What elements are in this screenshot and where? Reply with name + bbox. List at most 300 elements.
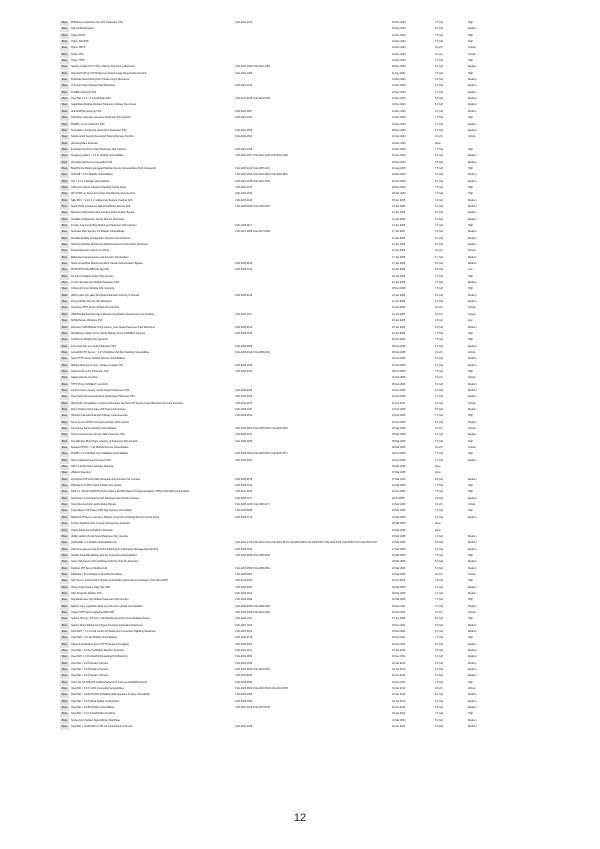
publication-date: 13 Jan 2005 [392, 224, 406, 227]
severity-label: Medium [468, 204, 477, 208]
plugin-name: Waraba slide Server story_storage template XSS [71, 363, 123, 367]
severity-label: High [468, 71, 473, 75]
status-badge: Pass [61, 217, 68, 221]
cvss-score: 4.3 (v2) [435, 693, 444, 697]
cvss-score: 5.0 (v2) [435, 642, 444, 646]
severity-label: High [468, 484, 473, 488]
plugin-name: Sigmatrad index.php Multiple Parameter SQL Injection [71, 598, 129, 602]
plugin-name: OpenSSL < 0.9.6 Denial of Service [71, 674, 109, 678]
cvss-score: 5.0 (v2) [435, 382, 444, 386]
publication-date: 22 Mar 2005 [392, 572, 406, 576]
plugin-name: RDA 4.1 < Berlin SOHM B (Source Pattern SUSP2) Space Privilege Escalation (HPSA-0316-0801) Vulnerability [71, 490, 190, 494]
plugin-name: phiterline trial admintrial.php Arbitrary Code Execution [71, 414, 129, 418]
status-badge: Pass [61, 446, 68, 450]
status-badge: Pass [61, 141, 68, 145]
cvss-score: 10 (v2) [435, 376, 443, 380]
status-badge: Pass [61, 376, 68, 380]
status-badge: Pass [61, 668, 68, 672]
status-badge: Pass [61, 268, 68, 272]
status-badge: Pass [61, 528, 68, 532]
publication-date: 13 Dec 2004 [392, 103, 406, 107]
cve-list: CVE-2005-1128,CVE-1999-0271 [235, 503, 270, 507]
status-badge: Pass [61, 369, 68, 373]
plugin-name: NFV Server: Authentication Bypass Vulnerability python Remote Manager (JGC-LDG-0903) [71, 579, 168, 583]
status-badge: Pass [61, 452, 68, 456]
cvss-score: 10 (v2) [435, 446, 443, 450]
severity-label: Medium [468, 566, 477, 570]
publication-date: 22 Nov 2016 [392, 680, 406, 684]
status-badge: Pass [61, 21, 68, 24]
cvss-score: 10 (v2) [435, 350, 443, 354]
cvss-score: 7.5 (v2) [435, 598, 444, 602]
cvss-score: 10 (v2) [435, 503, 443, 507]
cve-list: CVE-2004-1653 [235, 655, 253, 659]
publication-date: 05 Jan 2005 [392, 198, 406, 202]
vulnerability-table [60, 20, 600, 731]
cve-list: CVE-2004-1222 [235, 84, 253, 88]
severity-label: Critical [468, 503, 476, 507]
severity-label: High [468, 439, 473, 443]
cve-list: CVE-2005-0314 [235, 268, 253, 272]
severity-label: Medium [468, 78, 477, 82]
cvss-score: 6.4 (v2) [435, 154, 444, 158]
status-badge: Pass [61, 522, 68, 526]
cvss-score: 7.2 (v2) [435, 636, 444, 640]
plugin-name: Serendipity compat.php searchTerm Parameter XSS [71, 128, 127, 132]
publication-date: 08 Mar 2005 [392, 433, 406, 437]
severity-label: Low [468, 319, 473, 323]
publication-date: 16 Feb 2005 [392, 414, 406, 418]
status-badge: Pass [61, 687, 68, 691]
publication-date: 22 Mar 2005 [392, 566, 406, 570]
cvss-score: 4.3 (v2) [435, 363, 444, 367]
severity-label: Critical [468, 52, 476, 56]
cvss-score: 7.5 (v2) [435, 287, 444, 291]
cvss-score: 5.0 (v2) [435, 407, 444, 411]
cve-list: CVE-2005-0418,CVE-2005-0419 [235, 350, 270, 354]
status-badge: Pass [61, 185, 68, 189]
plugin-name: IT-Kernel Policy Manager Path Disclosure [71, 84, 116, 88]
status-badge: Pass [61, 655, 68, 659]
severity-label: Medium [468, 515, 477, 519]
cvss-score: 5.0 (v2) [435, 65, 444, 69]
cvss-score: 7.5 (v2) [435, 338, 444, 342]
cve-list: CVE-2002-0738 [235, 636, 253, 640]
publication-date: 15 Mar 2005 [392, 541, 406, 545]
severity-label: Medium [468, 173, 477, 177]
publication-date: 04 Jan 2012 [392, 649, 406, 653]
severity-label: Medium [468, 496, 477, 500]
cve-list: CVE-2005-0365 [235, 344, 253, 348]
status-badge: Pass [61, 198, 68, 202]
publication-date: 13 Dec 2004 [392, 84, 406, 88]
plugin-name: Discusser CMS Multiple Script pathrun_ruse variant Parameter Path Disclosure [71, 325, 155, 329]
cvss-score: 5.0 (v2) [435, 243, 444, 247]
severity-label: High [468, 59, 473, 63]
severity-label: Critical [468, 312, 476, 316]
plugin-name: Oracle Portal Server/Platform Detection [71, 528, 113, 532]
publication-date: 09 Jan 2004 [392, 338, 406, 342]
publication-date: 04 Jan 2012 [392, 674, 406, 678]
plugin-name: SSL Certificate Expiry [71, 27, 95, 31]
status-badge: Pass [61, 40, 68, 44]
publication-date: 17 Jan 2005 [392, 255, 406, 259]
publication-date: 28 Feb 2005 [392, 458, 406, 462]
publication-date: 24 Jan 2005 [392, 312, 406, 316]
status-badge: Pass [61, 192, 68, 196]
severity-label: Medium [468, 407, 477, 411]
cvss-score: 6.8 (v2) [435, 496, 444, 500]
publication-date: 16 Feb 2005 [392, 388, 406, 392]
status-badge: Pass [61, 407, 68, 411]
status-badge: Pass [61, 630, 68, 633]
status-badge: Pass [61, 166, 68, 170]
severity-label: High [468, 598, 473, 602]
cve-list: CVE-2004-1719,CVE-2004-1721,CVE-2004-1872,CVE-2005-0335,CVE-2005-0337,CVE-2005-0723,CVE-2005-0724,CVE-2005-0726 [235, 541, 377, 545]
severity-label: Medium [468, 534, 477, 538]
severity-label: Medium [468, 661, 477, 665]
publication-date: 13 Jan 2005 [392, 211, 406, 215]
plugin-name: WebWasher Classic Server Mode Arbitrary Proxy CONNECT Request [71, 331, 146, 335]
plugin-name: phPIG index.php gallerThumbnail Parameter Directory Traversal [71, 293, 140, 297]
severity-label: Medium [468, 706, 477, 710]
cve-list: CVE-2006-4339 [235, 693, 253, 697]
cvss-score: 5.0 (v2) [435, 103, 444, 107]
plugin-name: Kerio login ban ace.config Parameter XSS [71, 344, 116, 348]
severity-label: Medium [468, 65, 477, 69]
cve-list: CVE-2005-7137 [235, 496, 253, 500]
cve-list: CVE-2005-0443 [235, 369, 253, 373]
cve-list: CVE-2005-0845,CVE-2005-0846 [235, 553, 270, 557]
plugin-name: ArGoSoft Mail Server Unspecified XSS [71, 160, 113, 164]
status-badge: Pass [61, 649, 68, 653]
status-badge: Pass [61, 249, 68, 253]
plugin-name: WU-FTPD ssl_filecount Function File Matching Remote DoS [71, 192, 135, 196]
plugin-name: CA License Service Multiple Vulnerabilities [71, 427, 117, 430]
publication-date: 13 Jan 2005 [392, 217, 406, 221]
publication-date: 28 Dec 2004 [392, 185, 406, 189]
publication-date: 01 Dec 2011 [392, 655, 406, 659]
status-badge: Pass [61, 236, 68, 240]
cvss-score: 10 (v2) [435, 306, 443, 310]
cve-list: CVE-2005-0445 [235, 395, 253, 399]
plugin-name: socCommerce content_us.php skinpro Parameter XSS [71, 388, 130, 392]
publication-date: 31 Jan 2005 [392, 331, 406, 335]
cve-list: CVE-2002-1568 [235, 661, 253, 665]
cvss-score: 7.8 (v2) [435, 71, 444, 75]
cve-list: CVE-2005-0581,CVE-2005-0582,CVE-2005-0583 [235, 427, 288, 430]
status-badge: Pass [61, 243, 68, 247]
plugin-name: Nagios Remote Overflow [71, 376, 98, 380]
severity-label: Medium [468, 198, 477, 202]
publication-date: 07 Jun 2006 [392, 617, 406, 621]
status-badge: Pass [61, 699, 68, 703]
cve-list: CVE-2002-6659 [235, 674, 253, 678]
plugin-name: Hydra: HTTP [71, 59, 85, 63]
publication-date: 04 Jan 2012 [392, 699, 406, 703]
publication-date: 08 Mar 2005 [392, 446, 406, 450]
cvss-score: 7.5 (v2) [435, 553, 444, 557]
plugin-name: SugarSales Multiple Modules Parameter Arbitrary File Access [71, 103, 137, 107]
plugin-name: OpenSSH < 7.2.3 Local Local TCP Redirection Connection Hijacking Weakness [71, 630, 156, 633]
plugin-name: Elaborated resourcesource.asp directory Site Redirect [71, 255, 129, 259]
severity-label: Medium [468, 344, 477, 348]
severity-label: High [468, 712, 473, 716]
publication-date: 22 Mar 2005 [392, 553, 406, 557]
plugin-name: OpenSSL < 0.9.6f Multiple Vulnerabilities [71, 706, 115, 710]
cvss-score: 7.5 (v2) [435, 439, 444, 443]
cve-list: CVE-2005-0678 [235, 477, 253, 481]
severity-label: Medium [468, 109, 477, 113]
plugin-name: Hydra: SMTP [71, 46, 86, 50]
status-badge: Pass [61, 401, 68, 405]
publication-date: 10 Mar 2005 [392, 503, 406, 507]
publication-date: 07 Mar 2005 [392, 477, 406, 481]
cve-list: CVE-2004-1538,CVE-2004-1539 [235, 179, 270, 183]
plugin-name: NetWin SurgeMail Multiple Remote Unspecified Vulnerabilities [71, 553, 137, 557]
plugin-name: pfallico pallico.php Anchored Parameter SQL Injection [71, 534, 129, 538]
cvss-score: 5.0 (v2) [435, 300, 444, 304]
severity-label: High [468, 617, 473, 621]
cvss-score: 7.5 (v2) [435, 185, 444, 189]
severity-label: Medium [468, 541, 477, 545]
status-badge: Pass [61, 439, 68, 443]
plugin-name: Novell GroupWise WebAccess Webchooserecord Information Disclosure [71, 243, 148, 247]
plugin-name: vBulletin Detection [71, 471, 91, 475]
status-badge: Pass [61, 674, 68, 678]
cvss-score: 5.0 (v2) [435, 661, 444, 665]
cvss-score: 10 (v2) [435, 46, 443, 50]
status-badge: Pass [61, 147, 68, 151]
cvss-score: 5.0 (v2) [435, 668, 444, 672]
publication-date: 20 Dec 2004 [392, 173, 406, 177]
publication-date: 01 Dec 2004 [392, 33, 406, 37]
cvss-score: 4.9 (v2) [435, 725, 444, 729]
plugin-name: NetsMail Multiple Configuration Files Remote Disclosure [71, 236, 131, 240]
plugin-name: SEE, BFC < 9.4.0.4_2 ndaha Array Remote Overflow DoS [71, 198, 133, 202]
severity-label: Critical [468, 427, 476, 430]
plugin-name: FilerDeo FTP Server Multiple DoS [71, 566, 108, 570]
cvss-score: 6.4 (v2) [435, 655, 444, 659]
status-badge: Pass [61, 547, 68, 551]
publication-date: 13 Mar 2004 [392, 718, 406, 722]
cvss-score: 5.0 (v2) [435, 198, 444, 202]
status-badge: Pass [61, 274, 68, 278]
plugin-name: Invision Community Blog Module led Parameter SQL Injection [71, 224, 137, 227]
status-badge: Pass [61, 477, 68, 481]
publication-date: 25 Jan 2005 [392, 325, 406, 329]
status-badge: Pass [61, 591, 68, 595]
cvss-score: 7.5 (v2) [435, 147, 444, 151]
plugin-name: Cisco Wir OS DHCPv6 Crafted Packet DoS (cisco-sa-20161005-dhcp2) [71, 680, 147, 684]
severity-label: Medium [468, 103, 477, 107]
publication-date: 18 Jan 2005 [392, 268, 406, 272]
cve-list: CVE-2004-2525 [235, 128, 253, 132]
cvss-score: 7.5 (v2) [435, 331, 444, 335]
cvss-score: 7.5 (v2) [435, 490, 444, 494]
plugin-name: SSI Pro Subscription Software Detection [71, 465, 114, 469]
cve-list: CVE-2019-9020 [235, 579, 253, 583]
cve-list: CVE-2005-2212,CVE-2005-2214 [235, 166, 270, 170]
status-badge: Pass [61, 496, 68, 500]
publication-date: 30 Mar 2005 [392, 598, 406, 602]
severity-label: High [468, 338, 473, 342]
cvss-score: 7.5 (v2) [435, 33, 444, 37]
status-badge: Pass [61, 204, 68, 208]
status-badge: Pass [61, 312, 68, 316]
publication-date: 08 Mar 2005 [392, 439, 406, 443]
status-badge: Pass [61, 636, 68, 640]
cvss-score: 4.3 (v2) [435, 122, 444, 126]
cve-list: CVE-2005-0163 [235, 433, 253, 437]
severity-label: High [468, 414, 473, 418]
publication-date: 18 Mar 2005 [392, 522, 406, 526]
publication-date: 09 Feb 2005 [392, 452, 406, 456]
publication-date: 08 Feb 2005 [392, 344, 406, 348]
publication-date: 20 Dec 2004 [392, 160, 406, 164]
cve-list: CVE-2010-3972 [235, 401, 253, 405]
severity-label: Medium [468, 649, 477, 653]
severity-label: Medium [468, 27, 477, 31]
plugin-name: Oracle HTTP Server (Apache) DBA OPS [71, 610, 115, 614]
publication-date: 30 Nov 2004 [392, 21, 406, 24]
severity-label: Medium [468, 293, 477, 297]
cvss-score: 7.5 (v2) [435, 166, 444, 170]
cve-list: CVE-2005-0961 [235, 585, 253, 589]
status-badge: Pass [61, 135, 68, 139]
plugin-name: OpenSSL < 0.9.8j 9.8j PKCS Padding RSA Signature Forgery Vulnerability [71, 693, 150, 697]
cve-list: CVE-2005-1600 [235, 363, 253, 367]
plugin-name: Sunbelter Web Security 2.0 Multiple Vulnerabilities [71, 230, 125, 234]
plugin-name: NetsMail Configuration Scripts Remote Disclosure [71, 217, 125, 221]
cve-list: CVE-2004-1408 [235, 147, 253, 151]
severity-label: Medium [468, 122, 477, 126]
severity-label: Medium [468, 420, 477, 424]
cvss-score: 7.5 (v2) [435, 274, 444, 278]
cve-list: CVE-2005-0514 [235, 591, 253, 595]
publication-date: 07 Feb 2005 [392, 363, 406, 367]
cvss-score: 5.0 (v2) [435, 230, 444, 234]
cvss-score: 4.3 (v2) [435, 128, 444, 132]
cve-list: CVE-2005-2093 [235, 642, 253, 646]
plugin-name: HTTP Proxy CONNECT Loop DoS [71, 382, 108, 386]
plugin-name: VideoDB < 2.0.0 Multiple Vulnerabilities [71, 173, 113, 177]
status-badge: Pass [61, 388, 68, 392]
publication-date: 13 Jan 2005 [392, 243, 406, 247]
publication-date: 08 Dec 2004 [392, 128, 406, 132]
publication-date: 10 Mar 2005 [392, 515, 406, 519]
severity-label: Medium [468, 547, 477, 551]
status-badge: Pass [61, 661, 68, 665]
status-badge: Pass [61, 160, 68, 164]
plugin-name: OpAL Remote Admin Authorization Bypass [71, 503, 117, 507]
cve-list: CVE-2005-0316 [235, 331, 253, 335]
plugin-name: PunBB < 1.2.2 Multiple Input Validation Vulnerabilities [71, 452, 128, 456]
status-badge: Pass [61, 33, 68, 37]
cvss-score: 4.3 (v2) [435, 585, 444, 589]
publication-date: 20 Dec 2004 [392, 179, 406, 183]
status-badge: Pass [61, 255, 68, 259]
publication-date: 16 Mar 2005 [392, 534, 406, 538]
cvss-score: 5.0 (v2) [435, 649, 444, 653]
status-badge: Pass [61, 116, 68, 120]
status-badge: Pass [61, 173, 68, 177]
publication-date: 16 Dec 2004 [392, 147, 406, 151]
table-row [60, 724, 600, 730]
cve-list: CVE-2004-1083,CVE-2004-1084 [235, 65, 270, 69]
cvss-score: 7.5 (v2) [435, 40, 444, 44]
status-badge: Pass [61, 65, 68, 69]
severity-label: Medium [468, 382, 477, 386]
publication-date: 04 Jan 2012 [392, 687, 406, 691]
cvss-score: 5.8 (v2) [435, 160, 444, 164]
status-badge: Pass [61, 560, 68, 564]
cve-list: CVE-2005-0117 [235, 224, 252, 227]
cvss-score: 5.0 (v2) [435, 236, 444, 240]
publication-date: 21 Mar 2005 [392, 528, 406, 532]
status-badge: Pass [61, 331, 68, 335]
plugin-name: ActiveDrift FTP Server < 1.4.7.6 Multiple USA File Handling Vulnerabilities [71, 350, 150, 354]
severity-label: High [468, 192, 473, 196]
publication-date: 13 Jan 2005 [392, 236, 406, 240]
status-badge: Pass [61, 281, 68, 285]
status-badge: Pass [61, 725, 68, 729]
severity-label: Medium [468, 211, 477, 215]
cve-list: CVE-2004-1154 [235, 135, 252, 139]
status-badge: Pass [61, 509, 68, 513]
cvss-score: 7.8 (v2) [435, 579, 444, 583]
publication-date: 10 Mar 2005 [392, 427, 406, 430]
publication-date: 01 Dec 2004 [392, 40, 406, 44]
cvss-score: 7.5 (v2) [435, 484, 444, 488]
cvss-score: 10 (v2) [435, 312, 443, 316]
publication-date: 08 Feb 2005 [392, 287, 406, 291]
status-badge: Pass [61, 78, 68, 82]
severity-label: Medium [468, 395, 477, 399]
severity-label: Medium [468, 433, 477, 437]
publication-date: 07 Mar 2005 [392, 471, 406, 475]
status-badge: Pass [61, 325, 68, 329]
status-badge: Pass [61, 585, 68, 589]
severity-label: Medium [468, 560, 477, 564]
plugin-name: CopperExport XP Plug-in PHP SQL Injection Vulnerability [71, 509, 132, 513]
publication-date: 01 Mar 2005 [392, 484, 406, 488]
status-badge: Pass [61, 433, 68, 437]
severity-label: Medium [468, 90, 477, 94]
publication-date: 16 Dec 2004 [392, 135, 406, 139]
status-badge: Pass [61, 598, 68, 602]
status-badge: Pass [61, 363, 68, 367]
plugin-name: PostBB profile.php XSS [71, 90, 97, 94]
severity-label: Medium [468, 179, 477, 183]
cve-list: CVE-2007-1614 [235, 623, 253, 627]
cvss-score: 4.7 (v2) [435, 255, 444, 259]
severity-label: Critical [468, 306, 476, 310]
severity-label: Medium [468, 84, 477, 88]
cvss-score: 5.0 (v2) [435, 78, 444, 82]
cve-list: CVE-2005-1461 [235, 407, 253, 411]
severity-label: Medium [468, 300, 477, 304]
publication-date: 05 Jul 2005 [392, 496, 405, 500]
publication-date: 07 Dec 2013 [392, 97, 406, 101]
status-badge: Pass [61, 382, 68, 386]
publication-date: 02 Mar 2005 [392, 465, 406, 469]
status-badge: Pass [61, 319, 68, 323]
cvss-score: 5.0 (v2) [435, 84, 444, 88]
plugin-name: Simple Form Subject Tags Arbitrary Mail Relay [71, 718, 121, 722]
cvss-score: 7.5 (v2) [435, 224, 444, 227]
status-badge: Pass [61, 97, 68, 101]
